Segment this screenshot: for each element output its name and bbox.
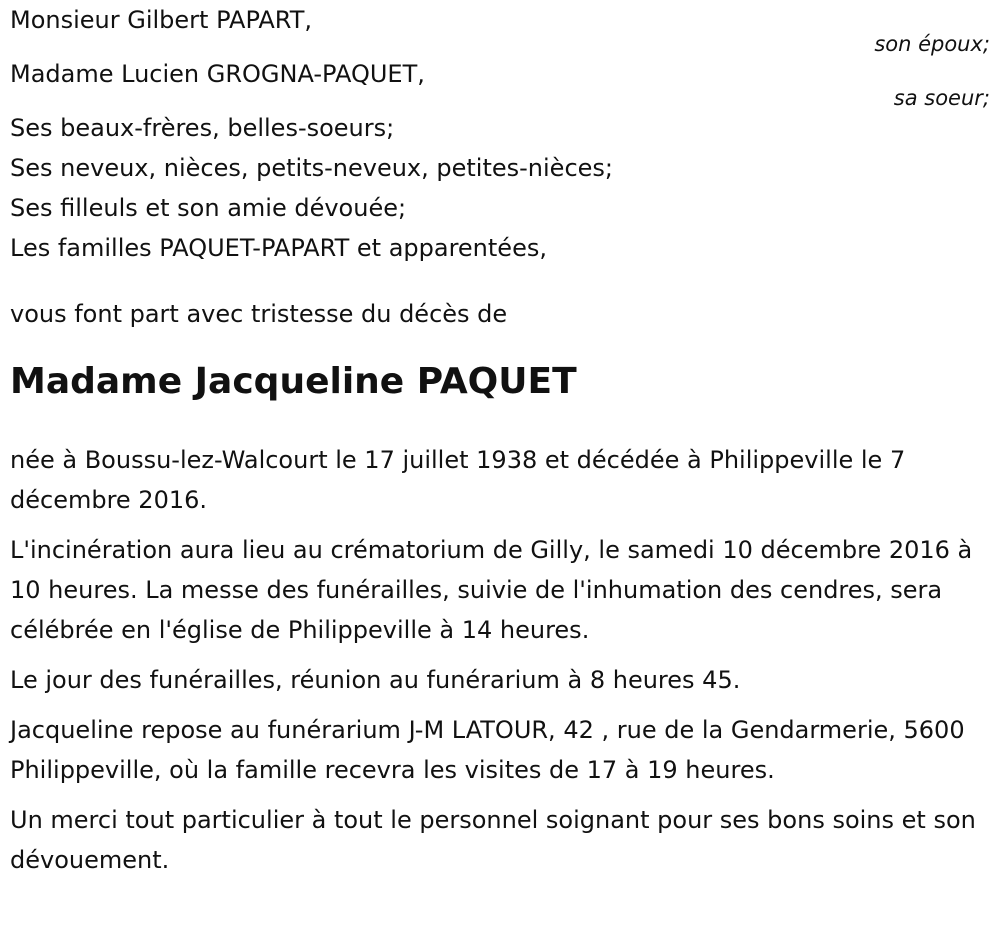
relation-role: son époux; [874, 32, 990, 56]
relation-spouse [10, 0, 990, 54]
relation-sister [10, 54, 990, 108]
meeting-paragraph: Le jour des funérailles, réunion au funérarium à 8 heures 45. [10, 666, 741, 694]
thanks-paragraph: Un merci tout particulier à tout le personnel soignant pour ses bons soins et son dévouement. [10, 806, 976, 874]
visitation-paragraph: Jacqueline repose au funérarium J-M LATOUR, 42 , rue de la Gendarmerie, 5600 Philippeville, où la famille recevra les visites de 17 à 19 heures. [10, 716, 965, 784]
deceased-name: Madame Jacqueline PAQUET [10, 361, 577, 402]
relation-name: Monsieur Gilbert PAPART, [10, 6, 313, 34]
family-line: Ses beaux-frères, belles-soeurs; [10, 114, 395, 142]
announcement-text: vous font part avec tristesse du décès de [10, 300, 508, 328]
ceremony-paragraph: L'incinération aura lieu au crématorium de Gilly, le samedi 10 décembre 2016 à 10 heures. La messe des funérailles, suivie de l'inhumation des cendres, sera célébrée en l'église de Philippeville à 14 heures. [10, 536, 973, 644]
family-line: Ses filleuls et son amie dévouée; [10, 194, 407, 222]
birth-death-paragraph: née à Boussu-lez-Walcourt le 17 juillet 1938 et décédée à Philippeville le 7 décembre 2016. [10, 446, 906, 514]
family-list [10, 108, 990, 268]
relation-name: Madame Lucien GROGNA-PAQUET, [10, 60, 425, 88]
relation-role: sa soeur; [893, 86, 990, 110]
family-line: Les familles PAQUET-PAPART et apparentées, [10, 234, 547, 262]
family-line: Ses neveux, nièces, petits-neveux, petites-nièces; [10, 154, 613, 182]
